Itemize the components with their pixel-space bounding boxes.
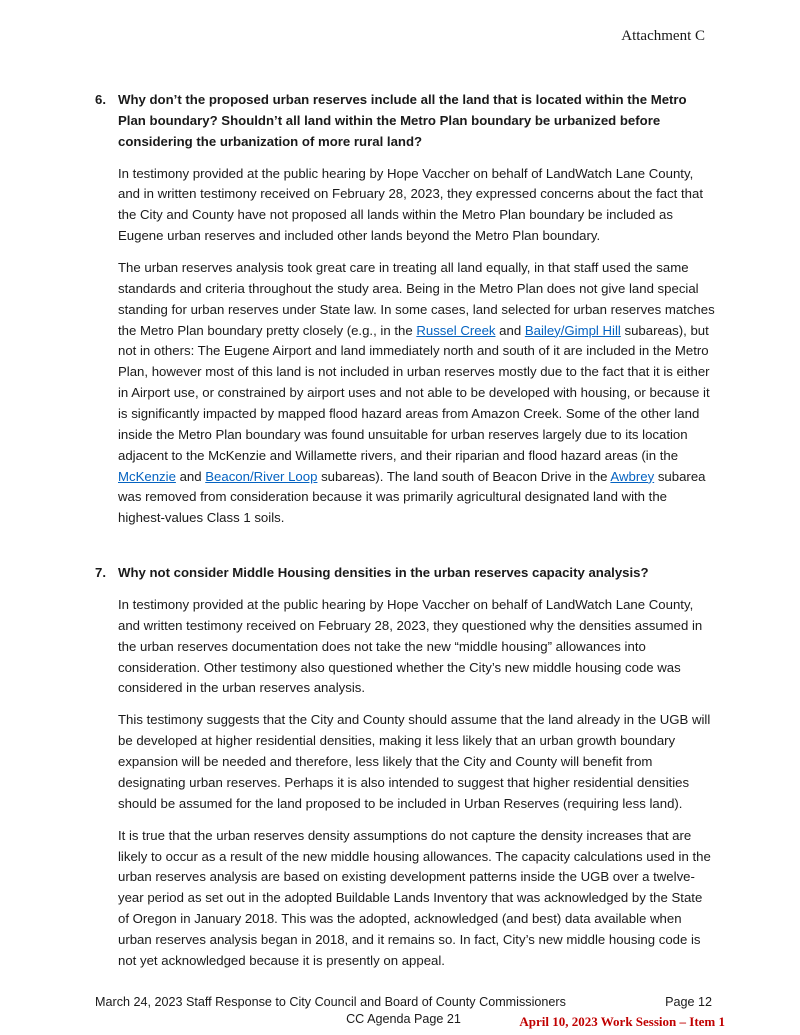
hyperlink-russel-creek[interactable]: Russel Creek <box>416 322 496 338</box>
footer-doc-title: March 24, 2023 Staff Response to City Council and Board of County Commissioners <box>95 995 566 1009</box>
attachment-label: Attachment C <box>621 28 705 44</box>
text-segment: subareas), but not in others: The Eugene Airport and land immediately north and south of it are included in the Metro Plan, however most of this land is not included in urban reserves mostly due to the fact that it is either in Airport use, or constrained by airport uses and not able to be developed with housing, or because it is significantly impacted by mapped flood hazard areas from Amazon Creek. Some of the other land inside the Metro Plan boundary was found unsuitable for urban reserves largely due to its location adjacent to the McKenzie and Willamette rivers, and their riparian and flood hazard areas (in the <box>118 322 710 463</box>
paragraph-q7-2: This testimony suggests that the City and County should assume that the land already in the UGB will be developed at higher residential densities, making it less likely that an urban growth boundary expansion will be needed and therefore, less likely that the City and County will benefit from designating urban reserves. Perhaps it is also intended to suggest that higher residential densities should be assumed for the land proposed to be included in Urban Reserves (requiring less land). <box>118 712 711 811</box>
question-7-number: 7. <box>95 565 106 581</box>
question-6-section <box>95 90 715 529</box>
hyperlink-mckenzie[interactable]: McKenzie <box>118 468 176 484</box>
text-segment: subareas). The land south of Beacon Drive in the <box>317 468 611 484</box>
text-segment: and <box>175 468 206 484</box>
footer-agenda-page: CC Agenda Page 21 <box>346 1011 461 1026</box>
footer-line-1 <box>95 995 712 1011</box>
question-6-heading <box>95 90 715 153</box>
hyperlink-beacon-river-loop[interactable]: Beacon/River Loop <box>205 468 318 484</box>
question-7-heading <box>95 563 715 584</box>
question-7-section <box>95 563 715 971</box>
page-number: Page 12 <box>665 995 712 1009</box>
work-session-note: April 10, 2023 Work Session – Item 1 <box>519 1014 725 1029</box>
hyperlink-bailey-gimpl-hill[interactable]: Bailey/Gimpl Hill <box>524 322 621 338</box>
paragraph-q6-2 <box>118 258 715 529</box>
page-footer <box>95 995 725 1029</box>
question-7-title: Why not consider Middle Housing densities in the urban reserves capacity analysis? <box>118 565 649 581</box>
hyperlink-awbrey[interactable]: Awbrey <box>610 468 655 484</box>
question-7-body <box>118 595 715 972</box>
question-6-number: 6. <box>95 92 106 107</box>
question-6-title: Why don’t the proposed urban reserves include all the land that is located within the Metro Plan boundary? Shouldn’t all land within the Metro Plan boundary be urbanized before considering the urbanization of more rural land? <box>118 92 687 149</box>
text-segment: subarea was removed from consideration because it was primarily agricultural designated land with the highest-values Class 1 soils. <box>118 468 706 526</box>
text-segment: and <box>495 322 525 338</box>
paragraph-q7-3: It is true that the urban reserves density assumptions do not capture the density increases that are likely to occur as a result of the new middle housing allowances. The capacity calculations used in the urban reserves analysis are based on existing development patterns inside the UGB over a twelve-year period as set out in the adopted Buildable Lands Inventory that was acknowledged by the State of Oregon in January 2018. This was the adopted, acknowledged (and best) data available when urban reserves analysis began in 2018, and it remains so. In fact, City’s new middle housing code is not yet acknowledged because it is presently on appeal. <box>118 827 711 968</box>
question-6-body <box>118 164 715 530</box>
document-content <box>95 90 715 1006</box>
text-segment: The urban reserves analysis took great care in treating all land equally, in that staff used the same standards and criteria throughout the study area. Being in the Metro Plan does not give land special standing for urban reserves under State law. In some cases, land selected for urban reserves matches the Metro Plan boundary pretty closely (e.g., in the <box>118 260 715 338</box>
paragraph-q6-1: In testimony provided at the public hearing by Hope Vaccher on behalf of LandWatch Lane County, and in written testimony received on February 28, 2023, they expressed concerns about the fact that the City and County have not proposed all lands within the Metro Plan boundary be included as Eugene urban reserves and included other lands beyond the Metro Plan boundary. <box>118 165 703 244</box>
paragraph-q7-1: In testimony provided at the public hearing by Hope Vaccher on behalf of LandWatch Lane County, and written testimony received on February 28, 2023, they questioned why the densities assumed in the urban reserves documentation does not take the new “middle housing” allowances into consideration. Other testimony also questioned whether the City’s new middle housing code was considered in the urban reserves analysis. <box>118 597 703 696</box>
